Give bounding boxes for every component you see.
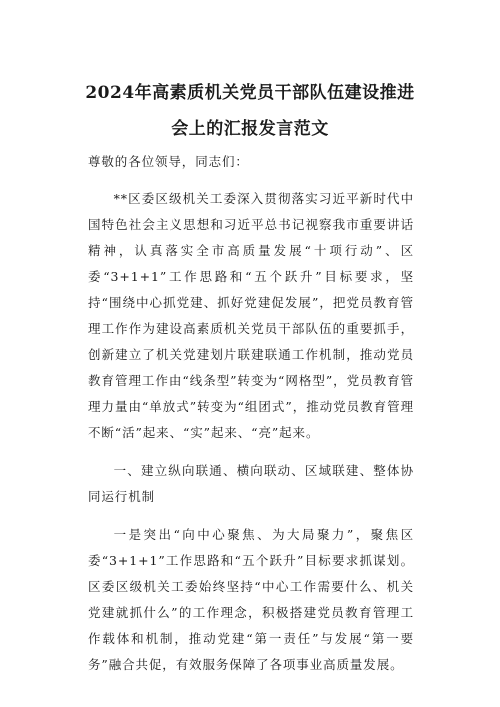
document-body xyxy=(88,149,414,678)
salutation: 尊敬的各位领导，同志们： xyxy=(88,154,249,169)
document-title-line-2: 会上的汇报发言范文 xyxy=(171,119,329,139)
section-heading: 一、建立纵向联通、横向联动、区域联建、整体协同运行机制 xyxy=(88,463,414,504)
body-paragraph: **区委区级机关工委深入贯彻落实习近平新时代中国特色社会主义思想和习近平总书记视察我市重要讲话精神，认真落实全市高质量发展“十项行动”、区委“3+1+1”工作思路和“五个跃升”目标要求，坚持“围绕中心抓党建、抓好党建促发展”，把党员教育管理工作作为建设高素质机关党员干部队伍的重要抓手，创新建立了机关党建划片联建联通工作机制，推动党员教育管理工作由“线条型”转变为“网格型”，党员教育管理力量由“单放式”转变为“组团式”，推动党员教育管理不断“活”起来、“实”起来、“亮”起来。 xyxy=(88,191,414,440)
document-title-line-1: 2024年高素质机关党员干部队伍建设推进 xyxy=(85,83,415,103)
body-paragraph: 一是突出“向中心聚焦、为大局聚力”，聚焦区委“3+1+1”工作思路和“五个跃升”目标要求抓谋划。区委区级机关工委始终坚持“中心工作需要什么、机关党建就抓什么”的工作理念，积极搭建党员教育管理工作载体和机制，推动党建“第一责任”与发展“第一要务”融合共促，有效服务保障了各项事业高质量发展。 xyxy=(88,527,414,672)
